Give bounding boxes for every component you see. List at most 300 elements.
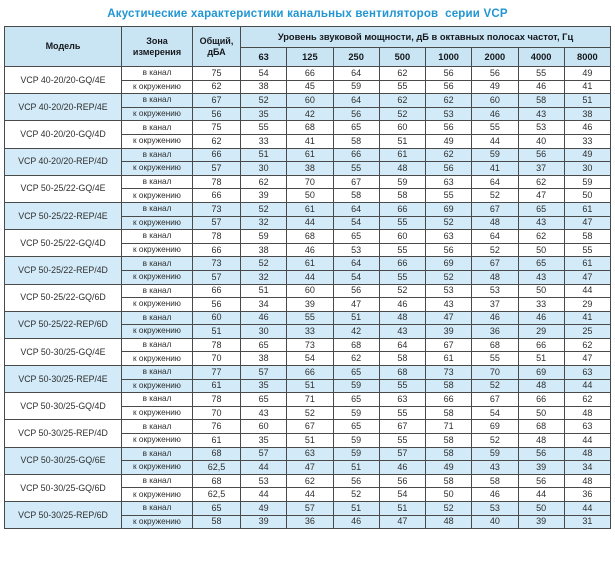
zone-label-in-duct: в канал bbox=[122, 121, 193, 135]
band-value: 58 bbox=[426, 406, 472, 420]
band-value: 33 bbox=[287, 325, 333, 339]
band-value: 49 bbox=[564, 67, 610, 81]
band-value: 43 bbox=[241, 406, 287, 420]
model-name: VCP 50-30/25-GQ/4E bbox=[5, 338, 122, 365]
band-value: 61 bbox=[287, 257, 333, 271]
band-value: 48 bbox=[426, 515, 472, 529]
total-dba-value: 61 bbox=[193, 379, 241, 393]
model-row-in-duct bbox=[5, 420, 611, 434]
band-value: 66 bbox=[287, 366, 333, 380]
band-value: 66 bbox=[333, 148, 379, 162]
band-value: 44 bbox=[564, 284, 610, 298]
band-value: 46 bbox=[472, 488, 518, 502]
band-value: 68 bbox=[287, 230, 333, 244]
band-value: 62 bbox=[518, 175, 564, 189]
band-value: 54 bbox=[472, 406, 518, 420]
band-value: 50 bbox=[518, 406, 564, 420]
zone-label-in-duct: в канал bbox=[122, 284, 193, 298]
band-value: 73 bbox=[287, 338, 333, 352]
zone-label-to-surroundings: к окружению bbox=[122, 298, 193, 312]
band-value: 56 bbox=[518, 447, 564, 461]
table-header bbox=[5, 27, 611, 67]
zone-label-to-surroundings: к окружению bbox=[122, 406, 193, 420]
zone-label-in-duct: в канал bbox=[122, 230, 193, 244]
band-value: 48 bbox=[379, 162, 425, 176]
band-value: 52 bbox=[472, 379, 518, 393]
band-value: 54 bbox=[241, 67, 287, 81]
band-value: 57 bbox=[241, 447, 287, 461]
band-value: 40 bbox=[518, 134, 564, 148]
total-dba-value: 77 bbox=[193, 366, 241, 380]
band-value: 38 bbox=[241, 243, 287, 257]
band-value: 30 bbox=[241, 162, 287, 176]
total-dba-value: 78 bbox=[193, 175, 241, 189]
total-dba-value: 61 bbox=[193, 434, 241, 448]
band-value: 70 bbox=[472, 366, 518, 380]
band-value: 53 bbox=[472, 284, 518, 298]
total-dba-value: 68 bbox=[193, 447, 241, 461]
band-value: 66 bbox=[518, 338, 564, 352]
zone-label-to-surroundings: к окружению bbox=[122, 80, 193, 94]
band-value: 66 bbox=[518, 393, 564, 407]
band-value: 69 bbox=[472, 420, 518, 434]
band-value: 54 bbox=[333, 270, 379, 284]
band-value: 51 bbox=[518, 352, 564, 366]
band-value: 55 bbox=[472, 352, 518, 366]
band-value: 47 bbox=[564, 352, 610, 366]
band-value: 65 bbox=[333, 420, 379, 434]
band-value: 46 bbox=[518, 80, 564, 94]
total-dba-value: 62 bbox=[193, 80, 241, 94]
band-value: 51 bbox=[287, 379, 333, 393]
total-dba-value: 68 bbox=[193, 474, 241, 488]
zone-label-to-surroundings: к окружению bbox=[122, 270, 193, 284]
band-value: 56 bbox=[426, 121, 472, 135]
total-dba-value: 57 bbox=[193, 216, 241, 230]
band-value: 52 bbox=[472, 189, 518, 203]
zone-label-to-surroundings: к окружению bbox=[122, 189, 193, 203]
zone-label-to-surroundings: к окружению bbox=[122, 379, 193, 393]
band-value: 56 bbox=[333, 284, 379, 298]
band-value: 68 bbox=[472, 338, 518, 352]
band-value: 44 bbox=[564, 434, 610, 448]
band-value: 43 bbox=[518, 216, 564, 230]
band-value: 62 bbox=[426, 94, 472, 108]
band-value: 55 bbox=[241, 121, 287, 135]
band-value: 62 bbox=[333, 352, 379, 366]
total-dba-value: 66 bbox=[193, 284, 241, 298]
model-row-in-duct bbox=[5, 230, 611, 244]
model-name: VCP 50-25/22-REP/4D bbox=[5, 257, 122, 284]
column-header-zone: Зона измерения bbox=[122, 27, 193, 67]
band-value: 67 bbox=[333, 175, 379, 189]
total-dba-value: 57 bbox=[193, 162, 241, 176]
band-value: 39 bbox=[518, 461, 564, 475]
band-value: 37 bbox=[518, 162, 564, 176]
band-value: 54 bbox=[379, 488, 425, 502]
band-value: 48 bbox=[564, 474, 610, 488]
band-value: 62 bbox=[426, 148, 472, 162]
band-value: 67 bbox=[472, 393, 518, 407]
band-value: 58 bbox=[426, 434, 472, 448]
zone-label-to-surroundings: к окружению bbox=[122, 243, 193, 257]
band-value: 59 bbox=[241, 230, 287, 244]
band-value: 25 bbox=[564, 325, 610, 339]
band-value: 64 bbox=[379, 338, 425, 352]
band-value: 32 bbox=[241, 270, 287, 284]
model-row-in-duct bbox=[5, 311, 611, 325]
band-value: 59 bbox=[333, 447, 379, 461]
zone-label-in-duct: в канал bbox=[122, 148, 193, 162]
band-value: 41 bbox=[287, 134, 333, 148]
column-header-total-dba: Общий, дБА bbox=[193, 27, 241, 67]
band-value: 62 bbox=[564, 393, 610, 407]
band-value: 51 bbox=[241, 148, 287, 162]
band-value: 56 bbox=[379, 474, 425, 488]
band-value: 68 bbox=[379, 366, 425, 380]
band-value: 64 bbox=[333, 202, 379, 216]
model-row-in-duct bbox=[5, 447, 611, 461]
band-value: 58 bbox=[472, 474, 518, 488]
column-header-frequency: 4000 bbox=[518, 48, 564, 67]
zone-label-in-duct: в канал bbox=[122, 311, 193, 325]
band-value: 54 bbox=[333, 216, 379, 230]
band-value: 39 bbox=[426, 325, 472, 339]
band-value: 67 bbox=[472, 257, 518, 271]
band-value: 52 bbox=[426, 502, 472, 516]
band-value: 69 bbox=[426, 202, 472, 216]
band-value: 50 bbox=[564, 189, 610, 203]
total-dba-value: 56 bbox=[193, 298, 241, 312]
model-name: VCP 50-25/22-REP/4E bbox=[5, 202, 122, 229]
band-value: 58 bbox=[379, 352, 425, 366]
model-name: VCP 50-30/25-GQ/4D bbox=[5, 393, 122, 420]
band-value: 49 bbox=[426, 461, 472, 475]
band-value: 43 bbox=[379, 325, 425, 339]
model-row-in-duct bbox=[5, 502, 611, 516]
column-header-frequency: 500 bbox=[379, 48, 425, 67]
zone-label-in-duct: в канал bbox=[122, 474, 193, 488]
band-value: 51 bbox=[379, 502, 425, 516]
band-value: 30 bbox=[564, 162, 610, 176]
total-dba-value: 78 bbox=[193, 230, 241, 244]
band-value: 44 bbox=[472, 134, 518, 148]
zone-label-to-surroundings: к окружению bbox=[122, 162, 193, 176]
band-value: 58 bbox=[333, 134, 379, 148]
band-value: 65 bbox=[333, 121, 379, 135]
band-value: 59 bbox=[379, 175, 425, 189]
model-name: VCP 50-25/22-REP/6D bbox=[5, 311, 122, 338]
band-value: 59 bbox=[333, 80, 379, 94]
total-dba-value: 73 bbox=[193, 202, 241, 216]
band-value: 36 bbox=[287, 515, 333, 529]
band-value: 58 bbox=[564, 230, 610, 244]
column-header-frequency: 2000 bbox=[472, 48, 518, 67]
band-value: 47 bbox=[564, 270, 610, 284]
band-value: 38 bbox=[241, 352, 287, 366]
band-value: 40 bbox=[472, 515, 518, 529]
band-value: 51 bbox=[333, 461, 379, 475]
band-value: 36 bbox=[472, 325, 518, 339]
total-dba-value: 62,5 bbox=[193, 461, 241, 475]
band-value: 56 bbox=[518, 474, 564, 488]
total-dba-value: 70 bbox=[193, 352, 241, 366]
band-value: 46 bbox=[564, 121, 610, 135]
zone-label-in-duct: в канал bbox=[122, 447, 193, 461]
column-header-frequency: 1000 bbox=[426, 48, 472, 67]
band-value: 43 bbox=[472, 461, 518, 475]
band-value: 51 bbox=[241, 284, 287, 298]
band-value: 57 bbox=[379, 447, 425, 461]
band-value: 60 bbox=[379, 230, 425, 244]
band-value: 70 bbox=[287, 175, 333, 189]
total-dba-value: 62,5 bbox=[193, 488, 241, 502]
band-value: 52 bbox=[287, 406, 333, 420]
band-value: 50 bbox=[518, 284, 564, 298]
zone-label-to-surroundings: к окружению bbox=[122, 515, 193, 529]
band-value: 42 bbox=[287, 107, 333, 121]
band-value: 39 bbox=[518, 515, 564, 529]
band-value: 57 bbox=[241, 366, 287, 380]
zone-label-to-surroundings: к окружению bbox=[122, 216, 193, 230]
band-value: 52 bbox=[426, 270, 472, 284]
band-value: 64 bbox=[333, 67, 379, 81]
band-value: 52 bbox=[472, 434, 518, 448]
band-value: 50 bbox=[518, 502, 564, 516]
total-dba-value: 78 bbox=[193, 393, 241, 407]
band-value: 54 bbox=[287, 352, 333, 366]
band-value: 57 bbox=[287, 502, 333, 516]
band-value: 34 bbox=[564, 461, 610, 475]
band-value: 53 bbox=[241, 474, 287, 488]
band-value: 34 bbox=[241, 298, 287, 312]
band-value: 35 bbox=[241, 434, 287, 448]
band-value: 60 bbox=[379, 121, 425, 135]
column-header-frequency: 63 bbox=[241, 48, 287, 67]
band-value: 56 bbox=[333, 474, 379, 488]
band-value: 49 bbox=[241, 502, 287, 516]
band-value: 52 bbox=[241, 94, 287, 108]
band-value: 50 bbox=[426, 488, 472, 502]
band-value: 53 bbox=[426, 284, 472, 298]
band-value: 56 bbox=[426, 67, 472, 81]
column-header-frequency-group: Уровень звуковой мощности, дБ в октавных полосах частот, Гц bbox=[241, 27, 611, 48]
total-dba-value: 78 bbox=[193, 338, 241, 352]
band-value: 45 bbox=[287, 80, 333, 94]
band-value: 55 bbox=[287, 311, 333, 325]
model-name: VCP 50-30/25-REP/6D bbox=[5, 502, 122, 529]
band-value: 56 bbox=[518, 148, 564, 162]
band-value: 46 bbox=[241, 311, 287, 325]
band-value: 44 bbox=[564, 379, 610, 393]
band-value: 56 bbox=[426, 243, 472, 257]
band-value: 69 bbox=[518, 366, 564, 380]
band-value: 63 bbox=[564, 366, 610, 380]
model-name: VCP 50-25/22-GQ/6D bbox=[5, 284, 122, 311]
band-value: 55 bbox=[333, 162, 379, 176]
band-value: 50 bbox=[287, 189, 333, 203]
band-value: 51 bbox=[287, 434, 333, 448]
band-value: 41 bbox=[564, 311, 610, 325]
band-value: 62 bbox=[564, 338, 610, 352]
band-value: 43 bbox=[426, 298, 472, 312]
band-value: 66 bbox=[287, 67, 333, 81]
model-name: VCP 40-20/20-REP/4E bbox=[5, 94, 122, 121]
zone-label-in-duct: в канал bbox=[122, 338, 193, 352]
total-dba-value: 73 bbox=[193, 257, 241, 271]
band-value: 55 bbox=[379, 216, 425, 230]
band-value: 47 bbox=[333, 298, 379, 312]
band-value: 35 bbox=[241, 107, 287, 121]
band-value: 39 bbox=[287, 298, 333, 312]
band-value: 44 bbox=[287, 216, 333, 230]
band-value: 55 bbox=[379, 434, 425, 448]
zone-label-in-duct: в канал bbox=[122, 393, 193, 407]
band-value: 51 bbox=[379, 134, 425, 148]
band-value: 51 bbox=[333, 311, 379, 325]
band-value: 52 bbox=[241, 202, 287, 216]
total-dba-value: 57 bbox=[193, 270, 241, 284]
band-value: 44 bbox=[287, 270, 333, 284]
band-value: 52 bbox=[379, 284, 425, 298]
model-row-in-duct bbox=[5, 257, 611, 271]
band-value: 55 bbox=[518, 67, 564, 81]
band-value: 53 bbox=[426, 107, 472, 121]
band-value: 46 bbox=[518, 311, 564, 325]
band-value: 55 bbox=[564, 243, 610, 257]
band-value: 33 bbox=[241, 134, 287, 148]
model-name: VCP 50-30/25-REP/4D bbox=[5, 420, 122, 447]
band-value: 32 bbox=[241, 216, 287, 230]
band-value: 63 bbox=[564, 420, 610, 434]
band-value: 61 bbox=[564, 257, 610, 271]
band-value: 56 bbox=[426, 80, 472, 94]
model-name: VCP 50-30/25-GQ/6E bbox=[5, 447, 122, 474]
model-row-in-duct bbox=[5, 393, 611, 407]
zone-label-in-duct: в канал bbox=[122, 366, 193, 380]
band-value: 43 bbox=[518, 270, 564, 284]
band-value: 46 bbox=[379, 298, 425, 312]
acoustic-characteristics-table bbox=[4, 26, 611, 529]
zone-label-in-duct: в канал bbox=[122, 94, 193, 108]
band-value: 39 bbox=[241, 515, 287, 529]
band-value: 51 bbox=[564, 94, 610, 108]
band-value: 46 bbox=[333, 515, 379, 529]
band-value: 48 bbox=[518, 434, 564, 448]
band-value: 38 bbox=[287, 162, 333, 176]
band-value: 53 bbox=[518, 121, 564, 135]
total-dba-value: 75 bbox=[193, 67, 241, 81]
band-value: 65 bbox=[333, 230, 379, 244]
band-value: 65 bbox=[241, 338, 287, 352]
zone-label-in-duct: в канал bbox=[122, 257, 193, 271]
model-row-in-duct bbox=[5, 474, 611, 488]
model-row-in-duct bbox=[5, 175, 611, 189]
model-row-in-duct bbox=[5, 366, 611, 380]
band-value: 59 bbox=[333, 379, 379, 393]
band-value: 58 bbox=[333, 189, 379, 203]
band-value: 41 bbox=[564, 80, 610, 94]
band-value: 61 bbox=[379, 148, 425, 162]
band-value: 64 bbox=[333, 257, 379, 271]
band-value: 44 bbox=[241, 488, 287, 502]
zone-label-to-surroundings: к окружению bbox=[122, 107, 193, 121]
band-value: 30 bbox=[241, 325, 287, 339]
zone-label-in-duct: в канал bbox=[122, 67, 193, 81]
model-row-in-duct bbox=[5, 338, 611, 352]
band-value: 49 bbox=[426, 134, 472, 148]
band-value: 59 bbox=[333, 434, 379, 448]
model-row-in-duct bbox=[5, 148, 611, 162]
band-value: 64 bbox=[333, 94, 379, 108]
zone-label-in-duct: в канал bbox=[122, 175, 193, 189]
band-value: 62 bbox=[241, 175, 287, 189]
total-dba-value: 51 bbox=[193, 325, 241, 339]
band-value: 61 bbox=[287, 202, 333, 216]
band-value: 49 bbox=[564, 148, 610, 162]
column-header-frequency: 8000 bbox=[564, 48, 610, 67]
band-value: 59 bbox=[472, 148, 518, 162]
band-value: 66 bbox=[426, 393, 472, 407]
band-value: 29 bbox=[564, 298, 610, 312]
band-value: 58 bbox=[426, 379, 472, 393]
band-value: 52 bbox=[472, 243, 518, 257]
total-dba-value: 56 bbox=[193, 107, 241, 121]
band-value: 52 bbox=[426, 216, 472, 230]
band-value: 60 bbox=[287, 284, 333, 298]
band-value: 65 bbox=[333, 366, 379, 380]
total-dba-value: 66 bbox=[193, 148, 241, 162]
total-dba-value: 62 bbox=[193, 134, 241, 148]
band-value: 62 bbox=[518, 230, 564, 244]
model-row-in-duct bbox=[5, 67, 611, 81]
model-row-in-duct bbox=[5, 284, 611, 298]
band-value: 48 bbox=[564, 447, 610, 461]
model-row-in-duct bbox=[5, 94, 611, 108]
total-dba-value: 76 bbox=[193, 420, 241, 434]
band-value: 55 bbox=[426, 189, 472, 203]
total-dba-value: 66 bbox=[193, 243, 241, 257]
total-dba-value: 67 bbox=[193, 94, 241, 108]
band-value: 55 bbox=[379, 379, 425, 393]
band-value: 58 bbox=[426, 447, 472, 461]
column-header-model: Модель bbox=[5, 27, 122, 67]
band-value: 65 bbox=[333, 393, 379, 407]
band-value: 60 bbox=[287, 94, 333, 108]
zone-label-in-duct: в канал bbox=[122, 502, 193, 516]
zone-label-to-surroundings: к окружению bbox=[122, 434, 193, 448]
band-value: 65 bbox=[241, 393, 287, 407]
band-value: 35 bbox=[241, 379, 287, 393]
band-value: 69 bbox=[426, 257, 472, 271]
model-name: VCP 40-20/20-REP/4D bbox=[5, 148, 122, 175]
band-value: 44 bbox=[564, 502, 610, 516]
zone-label-to-surroundings: к окружению bbox=[122, 461, 193, 475]
model-name: VCP 50-25/22-GQ/4D bbox=[5, 230, 122, 257]
band-value: 44 bbox=[518, 488, 564, 502]
band-value: 60 bbox=[472, 94, 518, 108]
band-value: 56 bbox=[472, 67, 518, 81]
band-value: 48 bbox=[518, 379, 564, 393]
band-value: 58 bbox=[426, 474, 472, 488]
band-value: 58 bbox=[379, 189, 425, 203]
band-value: 47 bbox=[564, 216, 610, 230]
band-value: 55 bbox=[379, 270, 425, 284]
zone-label-in-duct: в канал bbox=[122, 420, 193, 434]
band-value: 52 bbox=[379, 107, 425, 121]
band-value: 63 bbox=[426, 175, 472, 189]
band-value: 55 bbox=[379, 406, 425, 420]
